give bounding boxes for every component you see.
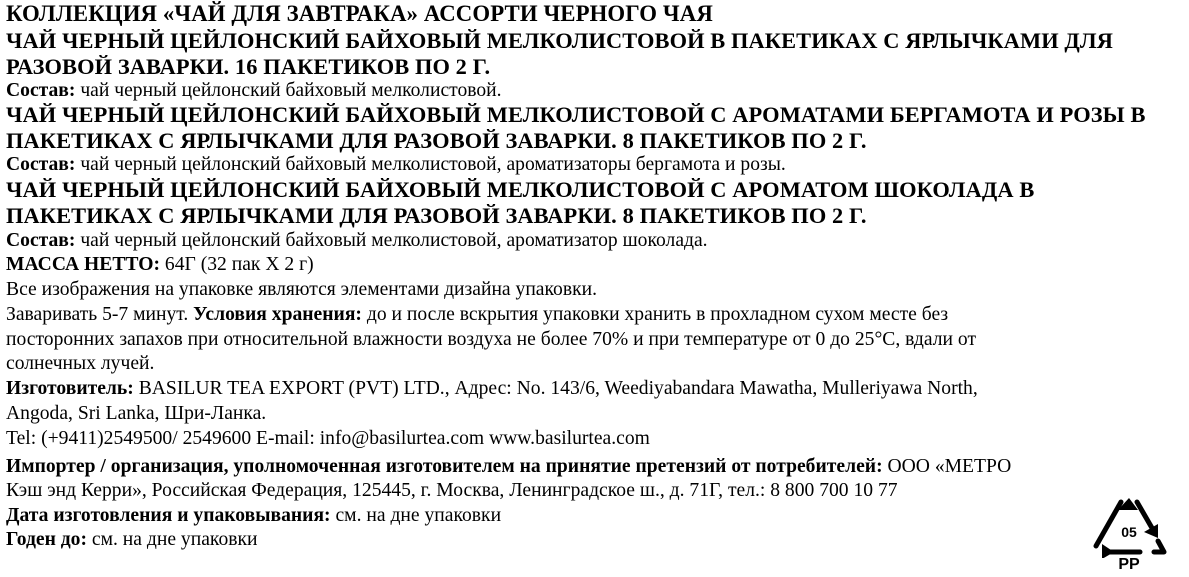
importer-line-2: Кэш энд Керри», Российская Федерация, 125445, г. Москва, Ленинградское ш., д. 71Г, тел.: 8 800 700 10 77 [6,480,898,501]
best-before-label: Годен до: [6,529,88,550]
storage-label: Условия хранения: [193,304,362,325]
storage-text: до и после вскрытия упаковки хранить в прохладном сухом месте без [361,304,949,325]
product-3-composition [6,229,708,253]
net-weight-label: МАССА НЕТТО: [6,254,160,275]
composition-text: чай черный цейлонский байховый мелколистовой, ароматизаторы бергамота и розы. [75,154,786,175]
net-weight-value: 64Г (32 пак Х 2 г) [160,254,314,275]
production-date-label: Дата изготовления и упаковывания: [6,505,331,526]
importer-line-1 [6,455,1011,479]
product-2-title-line-2: ПАКЕТИКАХ С ЯРЛЫЧКАМИ ДЛЯ РАЗОВОЙ ЗАВАРКИ. 8 ПАКЕТИКОВ ПО 2 Г. [6,128,867,153]
storage-line-2: посторонних запахов при относительной влажности воздуха не более 70% и при температуре от 0 до 25°С, вдали от [6,329,977,350]
manufacturer-line-1 [6,377,978,401]
composition-label: Состав: [6,230,76,251]
production-date-value: см. на дне упаковки [330,505,502,526]
best-before [6,528,258,552]
product-3-title-line-2: ПАКЕТИКАХ С ЯРЛЫЧКАМИ ДЛЯ РАЗОВОЙ ЗАВАРКИ. 8 ПАКЕТИКОВ ПО 2 Г. [6,203,867,228]
recycling-symbol [1088,496,1170,576]
composition-label: Состав: [6,80,76,101]
design-note: Все изображения на упаковке являются элементами дизайна упаковки. [6,279,597,300]
product-3-title-line-1: ЧАЙ ЧЕРНЫЙ ЦЕЙЛОНСКИЙ БАЙХОВЫЙ МЕЛКОЛИСТОВОЙ С АРОМАТОМ ШОКОЛАДА В [6,177,1035,202]
production-date [6,504,501,528]
storage-line-1 [6,303,948,327]
manufacturer-address: BASILUR TEA EXPORT (PVT) LTD., Адрес: No. 143/6, Weediyabandara Mawatha, Mulleriyawa North, [133,378,978,399]
composition-text: чай черный цейлонский байховый мелколистовой. [75,80,502,101]
manufacturer-contacts: Tel: (+9411)2549500/ 2549600 E-mail: info@basilurtea.com www.basilurtea.com [6,428,650,449]
collection-title: КОЛЛЕКЦИЯ «ЧАЙ ДЛЯ ЗАВТРАКА» АССОРТИ ЧЕРНОГО ЧАЯ [6,1,713,26]
product-2-title-line-1: ЧАЙ ЧЕРНЫЙ ЦЕЙЛОНСКИЙ БАЙХОВЫЙ МЕЛКОЛИСТОВОЙ С АРОМАТАМИ БЕРГАМОТА И РОЗЫ В [6,102,1146,127]
best-before-value: см. на дне упаковки [87,529,258,550]
recycling-code: PP [1118,556,1140,573]
recycling-number: 05 [1121,524,1137,540]
composition-label: Состав: [6,154,76,175]
product-1-title-line-1: ЧАЙ ЧЕРНЫЙ ЦЕЙЛОНСКИЙ БАЙХОВЫЙ МЕЛКОЛИСТОВОЙ В ПАКЕТИКАХ С ЯРЛЫЧКАМИ ДЛЯ [6,28,1113,53]
importer-name: ООО «МЕТРО [882,456,1012,477]
product-1-title-line-2: РАЗОВОЙ ЗАВАРКИ. 16 ПАКЕТИКОВ ПО 2 Г. [6,54,491,79]
storage-line-3: солнечных лучей. [6,353,155,374]
product-2-composition [6,153,786,177]
manufacturer-line-2: Angoda, Sri Lanka, Шри-Ланка. [6,403,267,424]
composition-text: чай черный цейлонский байховый мелколистовой, ароматизатор шоколада. [75,230,708,251]
manufacturer-label: Изготовитель: [6,378,134,399]
net-weight [6,253,314,277]
product-1-composition [6,79,502,103]
importer-label: Импортер / организация, уполномоченная изготовителем на принятие претензий от потребителей: [6,456,883,477]
brew-instructions: Заваривать 5-7 минут. [6,304,194,325]
